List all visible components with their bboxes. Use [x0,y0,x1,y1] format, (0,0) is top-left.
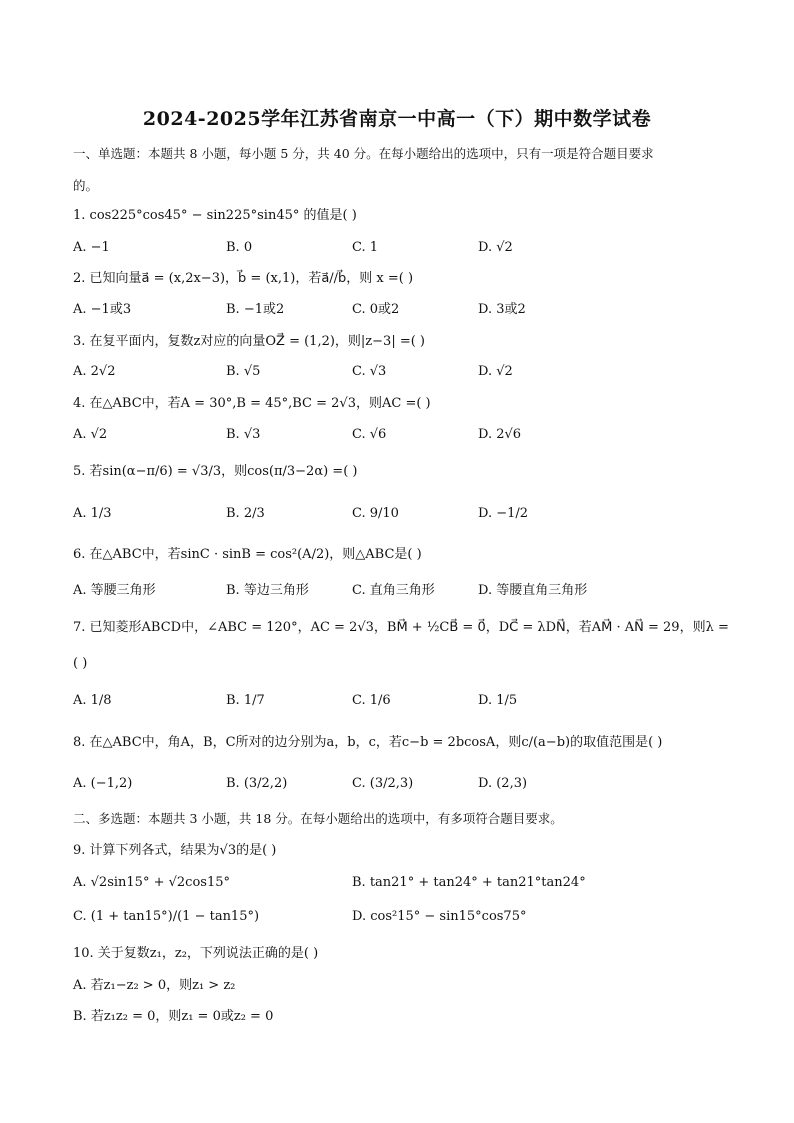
question-2-option-c: C. 0或2 [352,302,400,317]
question-4-option-a: A. √2 [73,427,108,442]
question-7-option-a: A. 1/8 [73,693,112,708]
question-10-stem: 10. 关于复数z₁，z₂，下列说法正确的是( ) [73,946,319,961]
question-5-option-c: C. 9/10 [352,506,399,521]
question-8-stem: 8. 在△ABC中，角A，B，C所对的边分别为a，b，c，若c−b = 2bcosA，则c/(a−b)的取值范围是( ) [73,735,663,750]
question-2-option-a: A. −1或3 [73,302,132,317]
question-1-option-c: C. 1 [352,240,379,255]
question-8-option-a: A. (−1,2) [73,776,133,791]
question-9-option-d: D. cos²15° − sin15°cos75° [352,909,527,924]
question-3-option-c: C. √3 [352,364,387,379]
section-2-heading: 二、多选题：本题共 3 小题，共 18 分。在每小题给出的选项中，有多项符合题目要求。 [73,811,563,826]
question-6-option-a: A. 等腰三角形 [73,583,156,598]
question-6-option-d: D. 等腰直角三角形 [478,583,588,598]
section-1-heading: 一、单选题：本题共 8 小题，每小题 5 分，共 40 分。在每小题给出的选项中，只有一项是符合题目要求 [73,146,654,161]
question-3-stem: 3. 在复平面内，复数z对应的向量OZ⃗ = (1,2)，则|z−3| =( ) [73,334,425,349]
question-5-option-b: B. 2/3 [226,506,265,521]
question-5-stem: 5. 若sin(α−π/6) = √3/3，则cos(π/3−2α) =( ) [73,464,358,479]
question-5-option-d: D. −1/2 [478,506,529,521]
question-2-option-d: D. 3或2 [478,302,526,317]
question-1-option-d: D. √2 [478,240,513,255]
question-1-stem: 1. cos225°cos45° − sin225°sin45° 的值是( ) [73,208,357,223]
question-1-option-a: A. −1 [73,240,110,255]
question-8-option-d: D. (2,3) [478,776,528,791]
question-6-option-b: B. 等边三角形 [226,583,309,598]
question-4-option-c: C. √6 [352,427,387,442]
question-9-option-a: A. √2sin15° + √2cos15° [73,875,230,890]
question-9-option-c: C. (1 + tan15°)/(1 − tan15°) [73,909,260,924]
question-7-stem-cont: ( ) [73,656,88,671]
question-3-option-d: D. √2 [478,364,513,379]
question-4-stem: 4. 在△ABC中，若A = 30°,B = 45°,BC = 2√3，则AC =( ) [73,396,431,411]
question-10-option-b: B. 若z₁z₂ = 0，则z₁ = 0或z₂ = 0 [73,1009,274,1024]
question-7-option-b: B. 1/7 [226,693,265,708]
question-6-stem: 6. 在△ABC中，若sinC · sinB = cos²(A/2)，则△ABC是( ) [73,547,422,562]
question-8-option-b: B. (3/2,2) [226,776,288,791]
question-3-option-a: A. 2√2 [73,364,116,379]
question-6-option-c: C. 直角三角形 [352,583,435,598]
question-10-option-a: A. 若z₁−z₂ > 0，则z₁ > z₂ [73,978,236,993]
question-7-option-c: C. 1/6 [352,693,391,708]
page-title: 2024-2025学年江苏省南京一中高一（下）期中数学试卷 [142,108,652,130]
question-2-stem: 2. 已知向量a⃗ = (x,2x−3)，b⃗ = (x,1)，若a⃗//b⃗，则 x =( ) [73,271,414,286]
question-7-option-d: D. 1/5 [478,693,518,708]
question-4-option-b: B. √3 [226,427,261,442]
question-9-stem: 9. 计算下列各式，结果为√3的是( ) [73,843,277,858]
question-5-option-a: A. 1/3 [73,506,112,521]
question-1-option-b: B. 0 [226,240,253,255]
question-3-option-b: B. √5 [226,364,261,379]
question-2-option-b: B. −1或2 [226,302,285,317]
question-4-option-d: D. 2√6 [478,427,522,442]
question-9-option-b: B. tan21° + tan24° + tan21°tan24° [352,875,586,890]
question-7-stem: 7. 已知菱形ABCD中，∠ABC = 120°，AC = 2√3，BM⃗ + ½CB⃗ = 0⃗，DC⃗ = λDN⃗，若AM⃗ · AN⃗ = 29，则λ = [73,620,729,635]
question-8-option-c: C. (3/2,3) [352,776,414,791]
section-1-heading-cont: 的。 [73,178,99,193]
